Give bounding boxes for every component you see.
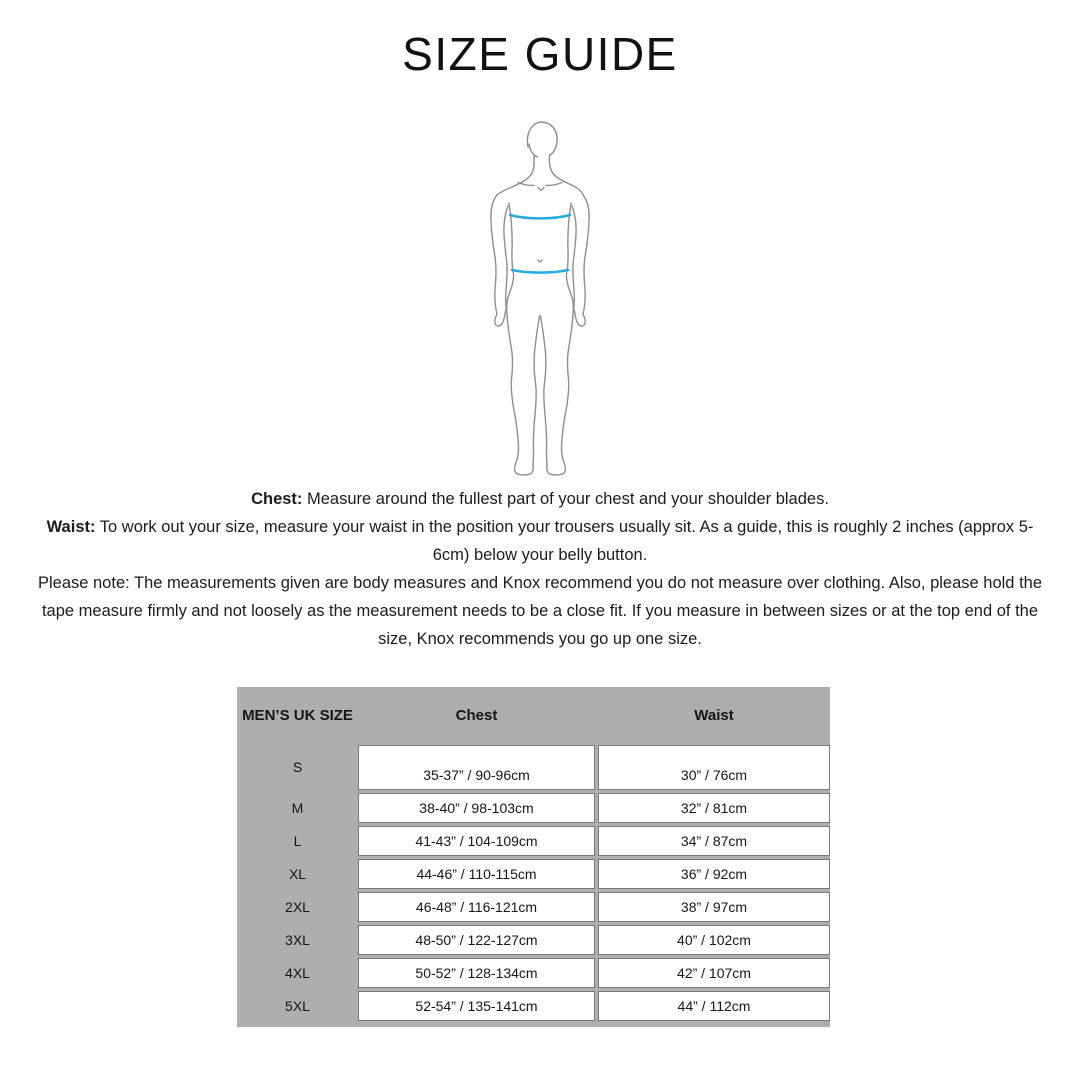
size-label: 2XL [285,898,310,915]
waist-value: 38” / 97cm [598,892,830,922]
page-title: SIZE GUIDE [402,28,678,80]
table-row [237,793,830,823]
leg-right-inner [541,316,548,464]
torso-left [507,203,514,307]
size-table-rows [237,745,830,1021]
jaw-outline [529,144,538,157]
leg-left [507,307,534,475]
sternum-notch [538,187,544,190]
arm-left-inner [504,206,508,310]
size-label: M [291,799,304,816]
table-row [237,826,830,856]
size-label: 5XL [285,997,310,1014]
table-row [237,892,830,922]
chest-value: 52-54” / 135-141cm [358,991,595,1021]
chest-value: 44-46” / 110-115cm [358,859,595,889]
neck-right [549,155,583,194]
size-table [237,687,830,1027]
chest-instruction-text: Measure around the fullest part of your chest and your shoulder blades. [307,489,829,508]
navel [538,260,542,262]
neck-left [497,156,534,195]
arm-right-inner [572,206,576,310]
table-row [237,991,830,1021]
arm-left-outer [491,195,497,314]
chest-instruction-label: Chest: [251,489,303,508]
size-table-header [237,687,830,745]
leg-right [547,307,574,475]
waist-instruction [35,513,1045,569]
chest-value: 41-43” / 104-109cm [358,826,595,856]
size-label: 4XL [285,964,310,981]
waist-value: 44” / 112cm [598,991,830,1021]
waist-value: 40” / 102cm [598,925,830,955]
table-row [237,859,830,889]
body-figure [488,121,592,479]
waist-value: 32” / 81cm [598,793,830,823]
header-chest-column: Chest [455,707,498,725]
chest-value: 50-52” / 128-134cm [358,958,595,988]
waist-measure-line [512,270,568,273]
arm-right-outer [583,195,589,314]
body-figure-container [0,121,1080,479]
torso-right [566,203,573,307]
chest-value: 38-40” / 98-103cm [358,793,595,823]
chest-measure-line [510,215,570,218]
collarbone-right [546,182,562,185]
table-row [237,925,830,955]
collarbone-left [518,182,534,185]
chest-value: 35-37” / 90-96cm [358,745,595,790]
body-outline [491,122,589,475]
header-size-column: MEN’S UK SIZE [242,707,353,725]
leg-left-inner [533,316,540,464]
measure-lines [510,215,570,273]
measuring-instructions [35,485,1045,653]
waist-instruction-label: Waist: [46,517,96,536]
size-label: 3XL [285,931,310,948]
note-instruction-text: Please note: The measurements given are body measures and Knox recommend you do not measure over clothing. Also, please hold the tape measure firmly and not loosely as the measurement needs to be a close fit. If you measure in between sizes or at the top end of the size, Knox recommends you go up one size. [37,573,1043,648]
chest-value: 48-50” / 122-127cm [358,925,595,955]
size-label: S [292,759,303,776]
head-outline [527,122,557,156]
chest-instruction [35,485,1045,513]
waist-value: 34” / 87cm [598,826,830,856]
waist-value: 30” / 76cm [598,745,830,790]
waist-value: 36” / 92cm [598,859,830,889]
header-waist-column: Waist [694,707,734,725]
waist-value: 42” / 107cm [598,958,830,988]
note-instruction [35,569,1045,653]
waist-instruction-text: To work out your size, measure your waist in the position your trousers usually sit. As a guide, this is roughly 2 inches (approx 5-6cm) below your belly button. [99,517,1034,564]
table-row [237,745,830,790]
size-label: XL [288,865,307,882]
table-row [237,958,830,988]
size-label: L [293,832,302,849]
chest-value: 46-48” / 116-121cm [358,892,595,922]
